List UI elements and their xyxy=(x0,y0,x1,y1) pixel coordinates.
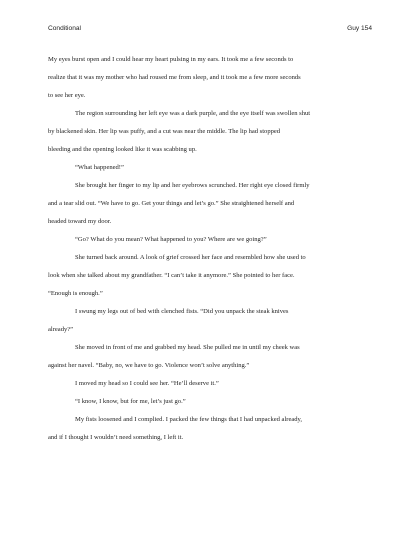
page-header xyxy=(48,25,372,35)
text-line: and a tear slid out. “We have to go. Get your things and let’s go.” She straightened herself and xyxy=(48,200,295,207)
text-line: She turned back around. A look of grief crossed her face and resembled how she used to xyxy=(75,254,306,261)
text-line: bleeding and the opening looked like it was scabbing up. xyxy=(48,146,197,153)
manuscript-body xyxy=(48,51,374,447)
text-line: headed toward my door. xyxy=(48,218,112,225)
text-line: My eyes burst open and I could hear my heart pulsing in my ears. It took me a few seconds to xyxy=(48,56,294,63)
text-line: already?” xyxy=(48,326,74,333)
text-line: against her navel. “Baby, no, we have to go. Violence won’t solve anything.” xyxy=(48,362,250,369)
text-line: “Enough is enough.” xyxy=(48,290,103,297)
text-line: “What happened!” xyxy=(75,164,124,171)
page-number: Guy 154 xyxy=(347,25,372,32)
text-line: The region surrounding her left eye was a dark purple, and the eye itself was swollen shut xyxy=(75,110,311,117)
running-title: Conditional xyxy=(48,25,81,32)
text-line: She moved in front of me and grabbed my head. She pulled me in until my cheek was xyxy=(75,344,300,351)
text-line: I moved my head so I could see her. “He’ll deserve it.” xyxy=(75,380,219,387)
text-line: “I know, I know, but for me, let’s just go.” xyxy=(75,398,186,405)
text-line: realize that it was my mother who had roused me from sleep, and it took me a few more seconds xyxy=(48,74,301,81)
text-line: to see her eye. xyxy=(48,92,86,99)
text-line: by blackened skin. Her lip was puffy, and a cut was near the middle. The lip had stopped xyxy=(48,128,281,135)
text-line: I swung my legs out of bed with clenched fists. “Did you unpack the steak knives xyxy=(75,308,289,315)
text-line: and if I thought I wouldn’t need something, I left it. xyxy=(48,434,184,441)
text-line: She brought her finger to my lip and her eyebrows scrunched. Her right eye closed firmly xyxy=(75,182,310,189)
text-line: look when she talked about my grandfather. “I can’t take it anymore.” She pointed to her face. xyxy=(48,272,295,279)
text-line: My fists loosened and I complied. I packed the few things that I had unpacked already, xyxy=(75,416,303,423)
text-line: “Go? What do you mean? What happened to you? Where are we going?” xyxy=(75,236,267,243)
